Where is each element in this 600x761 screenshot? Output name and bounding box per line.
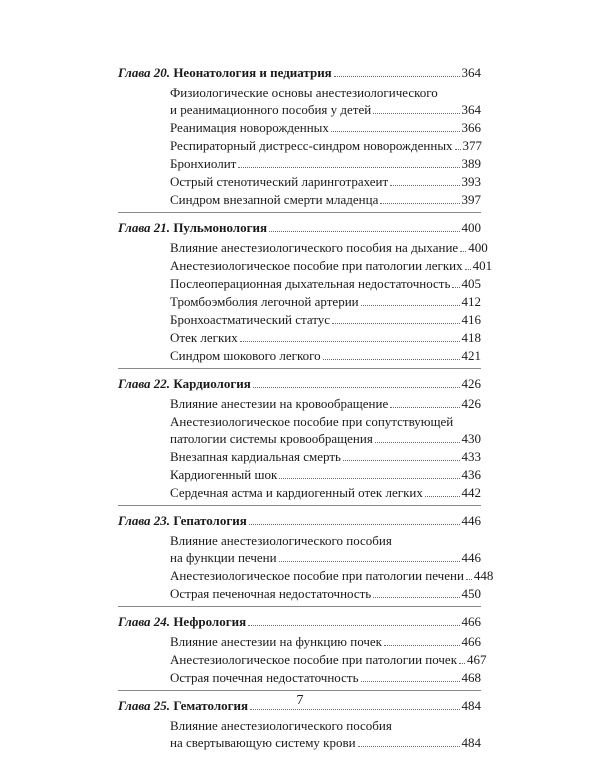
leader-dots — [253, 386, 460, 388]
toc-entry[interactable] — [118, 484, 481, 501]
leader-dots — [466, 578, 472, 580]
leader-dots — [249, 523, 460, 525]
page-number: 401 — [472, 258, 493, 273]
toc-entry[interactable] — [118, 155, 481, 172]
page-number: 377 — [462, 138, 483, 153]
toc-entry[interactable] — [118, 293, 481, 310]
page-number: 416 — [461, 312, 481, 327]
page-number: 466 — [461, 614, 481, 629]
entry-title: Острая почечная недостаточность — [170, 670, 359, 685]
chapter-number: Глава 23. — [118, 513, 171, 528]
leader-dots — [269, 230, 460, 232]
leader-dots — [361, 680, 460, 682]
leader-dots — [279, 560, 460, 562]
toc-entry[interactable] — [118, 173, 481, 190]
leader-dots — [358, 745, 460, 747]
page-number: 393 — [461, 174, 481, 189]
page-number: 442 — [461, 485, 481, 500]
entry-title: Анестезиологическое пособие при патологии печени — [170, 568, 464, 583]
page-number: 484 — [461, 698, 481, 713]
entry-title: Реанимация новорожденных — [170, 120, 329, 135]
leader-dots — [390, 184, 459, 186]
chapter-heading[interactable] — [118, 512, 481, 529]
entry-title: Влияние анестезии на функцию почек — [170, 634, 382, 649]
chapter-title: Гематология — [173, 698, 249, 713]
page-number: 436 — [461, 467, 481, 482]
toc-entry[interactable] — [118, 137, 481, 154]
page-number: 430 — [461, 431, 481, 446]
leader-dots — [373, 112, 459, 114]
page-number: 405 — [461, 276, 481, 291]
toc-entry[interactable] — [118, 257, 493, 274]
page-number: 364 — [461, 65, 481, 80]
leader-dots — [459, 662, 465, 664]
toc-entry[interactable] — [118, 347, 481, 364]
entry-title-line2: на функции печени — [170, 550, 277, 565]
chapter-title: Пульмонология — [173, 220, 267, 235]
leader-dots — [455, 148, 461, 150]
entry-title: Кардиогенный шок — [170, 467, 278, 482]
toc-entry[interactable] — [118, 84, 481, 118]
page-number: 466 — [461, 634, 481, 649]
page-number: 400 — [468, 240, 488, 255]
page-number: 366 — [461, 120, 481, 135]
entry-title-line1: Влияние анестезиологического пособия — [170, 718, 392, 733]
leader-dots — [238, 166, 459, 168]
page-number: 446 — [461, 513, 481, 528]
toc-entry[interactable] — [118, 717, 481, 751]
entry-title: Синдром шокового легкого — [170, 348, 321, 363]
entry-title-line1: Анестезиологическое пособие при сопутствующей — [170, 414, 454, 429]
toc-entry[interactable] — [118, 275, 481, 292]
chapter-title: Неонатология и педиатрия — [173, 65, 332, 80]
toc-entry[interactable] — [118, 532, 481, 566]
entry-title: Влияние анестезиологического пособия на дыхание — [170, 240, 459, 255]
leader-dots — [323, 358, 460, 360]
leader-dots — [343, 459, 460, 461]
toc-entry[interactable] — [118, 651, 487, 668]
toc-entry[interactable] — [118, 239, 488, 256]
leader-dots — [384, 644, 460, 646]
toc-entry[interactable] — [118, 567, 494, 584]
entry-title: Отек легких — [170, 330, 238, 345]
entry-title: Бронхиолит — [170, 156, 237, 171]
page-number: 421 — [461, 348, 481, 363]
entry-title: Анестезиологическое пособие при патологии почек — [170, 652, 458, 667]
chapter-heading[interactable] — [118, 613, 481, 630]
leader-dots — [460, 250, 466, 252]
entry-title: Бронхоастматический статус — [170, 312, 331, 327]
leader-dots — [375, 441, 460, 443]
leader-dots — [361, 304, 460, 306]
entry-title: Респираторный дистресс-синдром новорожденных — [170, 138, 453, 153]
chapter-number: Глава 21. — [118, 220, 171, 235]
entry-title: Влияние анестезии на кровообращение — [170, 396, 389, 411]
toc-entry[interactable] — [118, 191, 481, 208]
page-number: 389 — [461, 156, 481, 171]
page-number: 446 — [461, 550, 481, 565]
toc-entry[interactable] — [118, 669, 481, 686]
toc-entry[interactable] — [118, 466, 481, 483]
entry-title-line1: Физиологические основы анестезиологического — [170, 85, 438, 100]
toc-entry[interactable] — [118, 311, 481, 328]
chapter-22 — [118, 375, 481, 506]
chapter-heading[interactable] — [118, 219, 481, 236]
chapter-number: Глава 24. — [118, 614, 171, 629]
toc-entry[interactable] — [118, 585, 481, 602]
leader-dots — [380, 202, 459, 204]
page-number: 448 — [473, 568, 494, 583]
chapter-heading[interactable] — [118, 64, 481, 81]
chapter-20 — [118, 64, 481, 213]
entry-title-line1: Влияние анестезиологического пособия — [170, 533, 392, 548]
leader-dots — [425, 495, 460, 497]
entry-title: Анестезиологическое пособие при патологии легких — [170, 258, 463, 273]
chapter-21 — [118, 219, 493, 369]
chapter-number: Глава 25. — [118, 698, 171, 713]
entry-title-line2: и реанимационного пособия у детей — [170, 102, 372, 117]
toc-entry[interactable] — [118, 413, 481, 447]
entry-title: Внезапная кардиальная смерть — [170, 449, 341, 464]
entry-title-line2: патологии системы кровообращения — [170, 431, 373, 446]
leader-dots — [332, 322, 459, 324]
page-number: 364 — [461, 102, 481, 117]
page-number: 467 — [467, 652, 487, 667]
page-number: 484 — [461, 735, 481, 750]
leader-dots — [240, 340, 460, 342]
leader-dots — [452, 286, 459, 288]
chapter-24 — [118, 613, 487, 691]
entry-title: Острая печеночная недостаточность — [170, 586, 372, 601]
toc-entry[interactable] — [118, 633, 481, 650]
chapter-title: Нефрология — [173, 614, 247, 629]
page-number: 433 — [461, 449, 481, 464]
table-of-contents — [118, 63, 494, 761]
entry-title: Синдром внезапной смерти младенца — [170, 192, 379, 207]
page-number: 450 — [461, 586, 481, 601]
chapter-number: Глава 20. — [118, 65, 171, 80]
page-number: 468 — [461, 670, 481, 685]
page-number: 412 — [461, 294, 481, 309]
chapter-23 — [118, 512, 494, 607]
leader-dots — [334, 75, 460, 77]
page-number: 426 — [461, 396, 481, 411]
chapter-title: Гепатология — [173, 513, 247, 528]
page-number: 400 — [461, 220, 481, 235]
entry-title: Острый стенотический ларинготрахеит — [170, 174, 389, 189]
toc-entry[interactable] — [118, 329, 481, 346]
page-number: 418 — [461, 330, 481, 345]
leader-dots — [248, 624, 459, 626]
leader-dots — [331, 130, 460, 132]
entry-title: Тромбоэмболия легочной артерии — [170, 294, 359, 309]
chapter-title: Кардиология — [173, 376, 251, 391]
entry-title-line2: на свертывающую систему крови — [170, 735, 356, 750]
chapter-heading[interactable] — [118, 375, 481, 392]
leader-dots — [279, 477, 459, 479]
toc-entry[interactable] — [118, 395, 481, 412]
toc-entry[interactable] — [118, 448, 481, 465]
page-number: 426 — [461, 376, 481, 391]
chapter-number: Глава 22. — [118, 376, 171, 391]
leader-dots — [465, 268, 471, 270]
page-number: 397 — [461, 192, 481, 207]
leader-dots — [390, 406, 459, 408]
leader-dots — [373, 596, 459, 598]
entry-title: Сердечная астма и кардиогенный отек легких — [170, 485, 423, 500]
page-folio-number: 7 — [296, 693, 304, 708]
toc-entry[interactable] — [118, 119, 481, 136]
entry-title: Послеоперационная дыхательная недостаточность — [170, 276, 451, 291]
